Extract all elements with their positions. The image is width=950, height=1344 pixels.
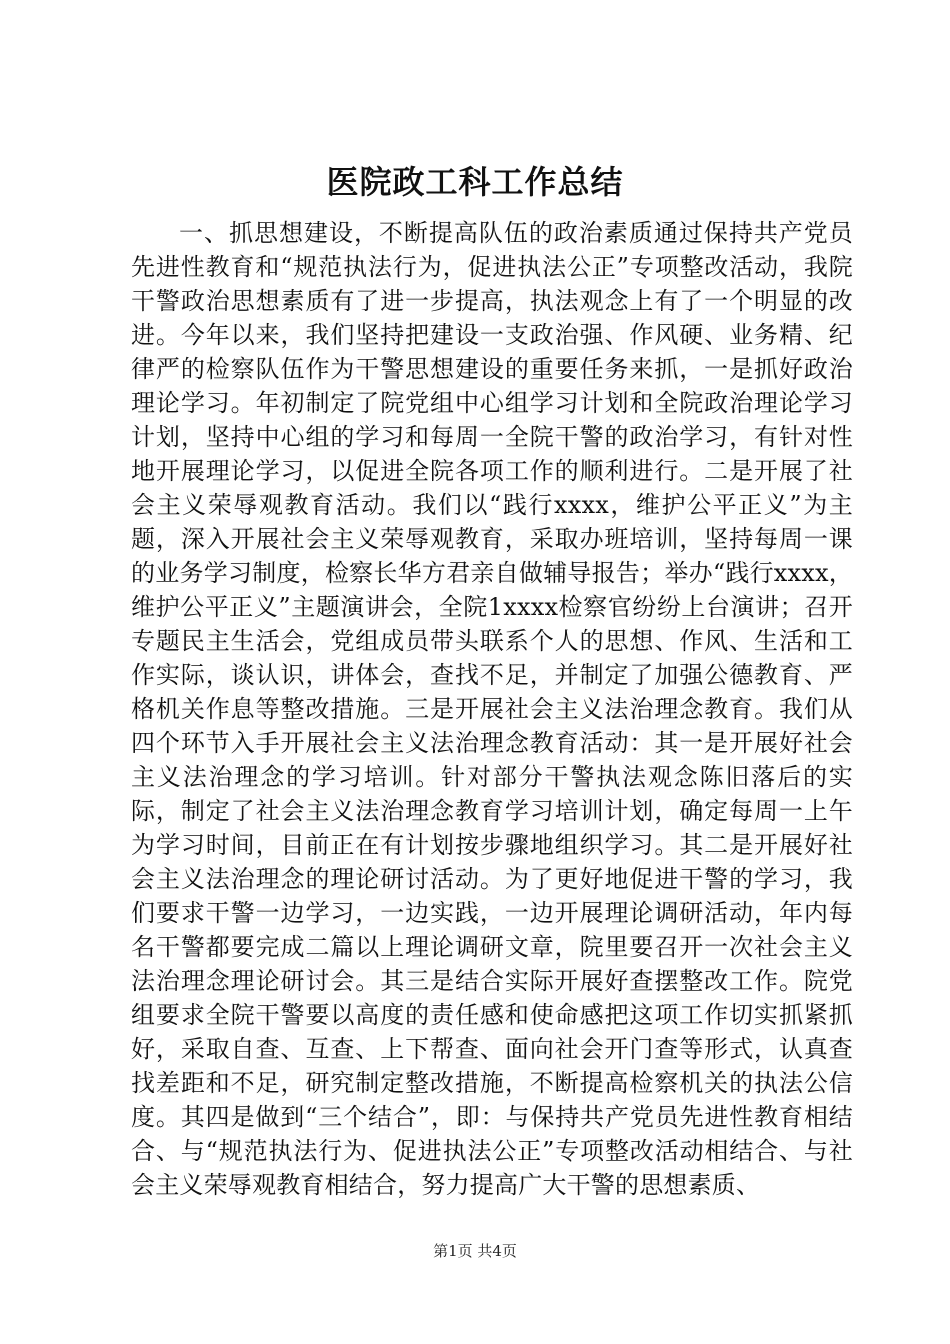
page-footer: 第1页 共4页 [433, 1242, 517, 1260]
body-paragraph: 一、抓思想建设，不断提高队伍的政治素质通过保持共产党员先进性教育和“规范执法行为，促进执法公正”专项整改活动，我院干警政治思想素质有了进一步提高，执法观念上有了一个明显的改进。今年以来，我们坚持把建设一支政治强、作风硬、业务精、纪律严的检察队伍作为干警思想建设的重要任务来抓，一是抓好政治理论学习。年初制定了院党组中心组学习计划和全院政治理论学习计划，坚持中心组的学习和每周一全院干警的政治学习，有针对性地开展理论学习，以促进全院各项工作的顺利进行。二是开展了社会主义荣辱观教育活动。我们以“践行xxxx，维护公平正义”为主题，深入开展社会主义荣辱观教育，采取办班培训，坚持每周一课的业务学习制度，检察长华方君亲自做辅导报告；举办“践行xxxx，维护公平正义”主题演讲会，全院1xxxx检察官纷纷上台演讲；召开专题民主生活会，党组成员带头联系个人的思想、作风、生活和工作实际，谈认识，讲体会，查找不足，并制定了加强公德教育、严格机关作息等整改措施。三是开展社会主义法治理念教育。我们从四个环节入手开展社会主义法治理念教育活动：其一是开展好社会主义法治理念的学习培训。针对部分干警执法观念陈旧落后的实际，制定了社会主义法治理念教育学习培训计划，确定每周一上午为学习时间，目前正在有计划按步骤地组织学习。其二是开展好社会主义法治理念的理论研讨活动。为了更好地促进干警的学习，我们要求干警一边学习，一边实践，一边开展理论调研活动，年内每名干警都要完成二篇以上理论调研文章，院里要召开一次社会主义法治理念理论研讨会。其三是结合实际开展好查摆整改工作。院党组要求全院干警要以高度的责任感和使命感把这项工作切实抓紧抓好，采取自查、互查、上下帮查、面向社会开门查等形式，认真查找差距和不足，研究制定整改措施，不断提高检察机关的执法公信度。其四是做到“三个结合”，即：与保持共产党员先进性教育相结合、与“规范执法行为、促进执法公正”专项整改活动相结合、与社会主义荣辱观教育相结合，努力提高广大干警的思想素质、 [131, 219, 853, 1199]
document-title: 医院政工科工作总结 [326, 163, 624, 201]
